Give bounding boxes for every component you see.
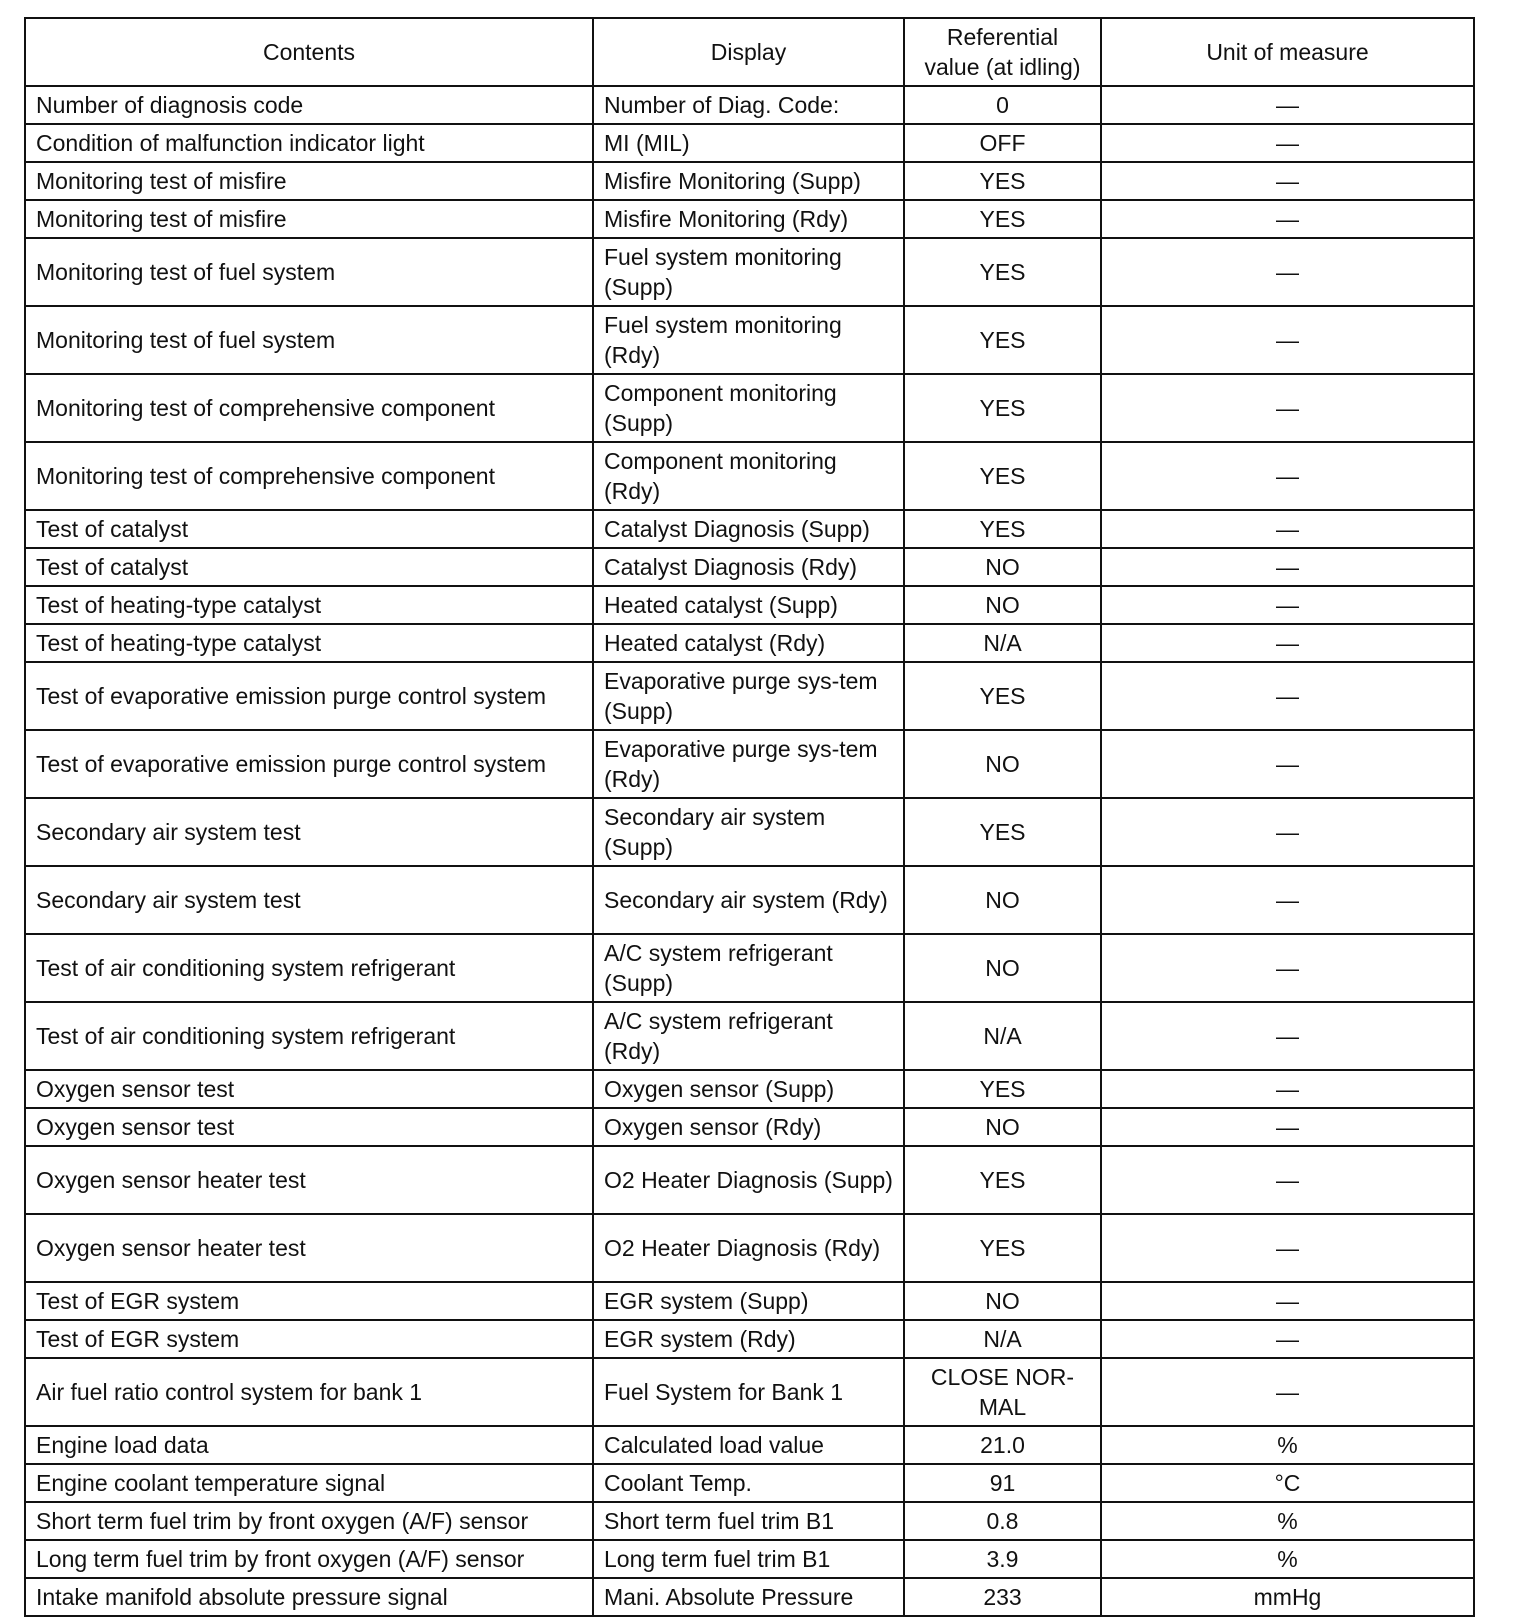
cell-display: Coolant Temp. [593,1464,904,1502]
cell-contents: Test of evaporative emission purge control system [25,730,593,798]
cell-contents: Monitoring test of misfire [25,200,593,238]
cell-referential-value: YES [904,200,1101,238]
cell-unit: mmHg [1101,1578,1474,1616]
cell-contents: Oxygen sensor test [25,1070,593,1108]
cell-display: Secondary air system (Rdy) [593,866,904,934]
cell-display: Oxygen sensor (Rdy) [593,1108,904,1146]
cell-referential-value: NO [904,1282,1101,1320]
table-row [25,662,1474,730]
cell-contents: Monitoring test of fuel system [25,306,593,374]
cell-contents: Short term fuel trim by front oxygen (A/F) sensor [25,1502,593,1540]
cell-referential-value: YES [904,238,1101,306]
table-row [25,374,1474,442]
cell-display: EGR system (Supp) [593,1282,904,1320]
cell-unit: — [1101,1002,1474,1070]
cell-unit: — [1101,798,1474,866]
cell-display: O2 Heater Diagnosis (Rdy) [593,1214,904,1282]
cell-display: Heated catalyst (Supp) [593,586,904,624]
cell-unit: — [1101,586,1474,624]
cell-referential-value: N/A [904,1002,1101,1070]
cell-contents: Engine load data [25,1426,593,1464]
cell-display: Component monitoring (Supp) [593,374,904,442]
cell-contents: Air fuel ratio control system for bank 1 [25,1358,593,1426]
cell-unit: — [1101,238,1474,306]
table-row [25,1578,1474,1616]
cell-display: O2 Heater Diagnosis (Supp) [593,1146,904,1214]
cell-contents: Number of diagnosis code [25,86,593,124]
table-row [25,934,1474,1002]
cell-unit: — [1101,1282,1474,1320]
cell-referential-value: NO [904,1108,1101,1146]
cell-display: Evaporative purge sys-tem (Supp) [593,662,904,730]
cell-unit: — [1101,624,1474,662]
header-referential-line2: value (at idling) [924,54,1081,80]
table-row [25,624,1474,662]
cell-contents: Monitoring test of comprehensive component [25,442,593,510]
cell-contents: Test of EGR system [25,1282,593,1320]
table-row [25,86,1474,124]
cell-referential-value: N/A [904,1320,1101,1358]
cell-display: Catalyst Diagnosis (Rdy) [593,548,904,586]
cell-contents: Secondary air system test [25,866,593,934]
cell-display: Evaporative purge sys-tem (Rdy) [593,730,904,798]
referential-value-table [24,17,1475,1617]
table-row [25,1070,1474,1108]
table-row [25,124,1474,162]
table-row [25,730,1474,798]
table-row [25,238,1474,306]
header-contents: Contents [25,18,593,86]
table-row [25,548,1474,586]
cell-referential-value: NO [904,586,1101,624]
cell-contents: Intake manifold absolute pressure signal [25,1578,593,1616]
table-row [25,1282,1474,1320]
header-referential-value [904,18,1101,86]
cell-unit: — [1101,1146,1474,1214]
header-row [25,18,1474,86]
cell-unit: — [1101,866,1474,934]
cell-referential-value: 91 [904,1464,1101,1502]
cell-unit: — [1101,124,1474,162]
cell-contents: Test of catalyst [25,510,593,548]
cell-display: Heated catalyst (Rdy) [593,624,904,662]
cell-referential-value: 233 [904,1578,1101,1616]
cell-contents: Monitoring test of comprehensive component [25,374,593,442]
cell-display: Catalyst Diagnosis (Supp) [593,510,904,548]
header-display: Display [593,18,904,86]
cell-unit: — [1101,1070,1474,1108]
cell-contents: Test of EGR system [25,1320,593,1358]
cell-contents: Secondary air system test [25,798,593,866]
cell-referential-value: 21.0 [904,1426,1101,1464]
cell-contents: Test of heating-type catalyst [25,586,593,624]
cell-unit: % [1101,1502,1474,1540]
cell-contents: Oxygen sensor heater test [25,1146,593,1214]
cell-referential-value: OFF [904,124,1101,162]
table-row [25,866,1474,934]
table-row [25,1320,1474,1358]
table-row [25,1146,1474,1214]
cell-referential-value: NO [904,866,1101,934]
cell-display: A/C system refrigerant (Supp) [593,934,904,1002]
cell-display: EGR system (Rdy) [593,1320,904,1358]
cell-referential-value: N/A [904,624,1101,662]
cell-contents: Test of heating-type catalyst [25,624,593,662]
cell-referential-value: NO [904,548,1101,586]
cell-referential-value: YES [904,1146,1101,1214]
cell-display: Fuel System for Bank 1 [593,1358,904,1426]
cell-unit: % [1101,1426,1474,1464]
cell-referential-value: YES [904,510,1101,548]
table-row [25,798,1474,866]
cell-display: Number of Diag. Code: [593,86,904,124]
cell-unit: % [1101,1540,1474,1578]
cell-display: A/C system refrigerant (Rdy) [593,1002,904,1070]
table-row [25,162,1474,200]
table-row [25,586,1474,624]
table-row [25,1358,1474,1426]
header-unit: Unit of measure [1101,18,1474,86]
cell-unit: — [1101,442,1474,510]
cell-referential-value: 0 [904,86,1101,124]
cell-contents: Long term fuel trim by front oxygen (A/F) sensor [25,1540,593,1578]
cell-contents: Engine coolant temperature signal [25,1464,593,1502]
cell-display: Mani. Absolute Pressure [593,1578,904,1616]
cell-contents: Monitoring test of misfire [25,162,593,200]
table-row [25,306,1474,374]
table-row [25,1502,1474,1540]
table-row [25,1540,1474,1578]
cell-unit: — [1101,374,1474,442]
cell-unit: — [1101,1320,1474,1358]
cell-contents: Oxygen sensor test [25,1108,593,1146]
cell-unit: — [1101,1214,1474,1282]
cell-unit: — [1101,306,1474,374]
cell-unit: — [1101,1358,1474,1426]
cell-display: Calculated load value [593,1426,904,1464]
cell-unit: — [1101,162,1474,200]
cell-referential-value: YES [904,1214,1101,1282]
table-row [25,1002,1474,1070]
cell-referential-value: NO [904,934,1101,1002]
table-header [25,18,1474,86]
cell-unit: — [1101,662,1474,730]
cell-contents: Test of air conditioning system refrigerant [25,1002,593,1070]
cell-unit: — [1101,1108,1474,1146]
cell-contents: Test of catalyst [25,548,593,586]
cell-referential-value: NO [904,730,1101,798]
cell-referential-value: YES [904,798,1101,866]
cell-referential-value: YES [904,306,1101,374]
cell-contents: Condition of malfunction indicator light [25,124,593,162]
cell-contents: Monitoring test of fuel system [25,238,593,306]
cell-referential-value: 3.9 [904,1540,1101,1578]
table-row [25,442,1474,510]
header-referential-line1: Referential [946,24,1059,50]
cell-unit: — [1101,510,1474,548]
cell-unit: °C [1101,1464,1474,1502]
cell-referential-value: CLOSE NOR-MAL [904,1358,1101,1426]
cell-referential-value: YES [904,662,1101,730]
cell-unit: — [1101,548,1474,586]
cell-unit: — [1101,730,1474,798]
cell-display: Misfire Monitoring (Supp) [593,162,904,200]
cell-display: Fuel system monitoring (Supp) [593,238,904,306]
cell-display: MI (MIL) [593,124,904,162]
table-body [25,86,1474,1616]
cell-unit: — [1101,86,1474,124]
cell-display: Long term fuel trim B1 [593,1540,904,1578]
cell-contents: Test of evaporative emission purge control system [25,662,593,730]
cell-referential-value: YES [904,442,1101,510]
cell-referential-value: YES [904,1070,1101,1108]
cell-unit: — [1101,934,1474,1002]
cell-referential-value: YES [904,374,1101,442]
table-row [25,1426,1474,1464]
cell-contents: Test of air conditioning system refrigerant [25,934,593,1002]
cell-display: Misfire Monitoring (Rdy) [593,200,904,238]
cell-display: Secondary air system (Supp) [593,798,904,866]
table-row [25,1464,1474,1502]
cell-display: Fuel system monitoring (Rdy) [593,306,904,374]
cell-display: Short term fuel trim B1 [593,1502,904,1540]
cell-referential-value: 0.8 [904,1502,1101,1540]
table-row [25,510,1474,548]
cell-unit: — [1101,200,1474,238]
cell-display: Component monitoring (Rdy) [593,442,904,510]
table-row [25,200,1474,238]
cell-display: Oxygen sensor (Supp) [593,1070,904,1108]
table-row [25,1214,1474,1282]
cell-referential-value: YES [904,162,1101,200]
table-row [25,1108,1474,1146]
cell-contents: Oxygen sensor heater test [25,1214,593,1282]
